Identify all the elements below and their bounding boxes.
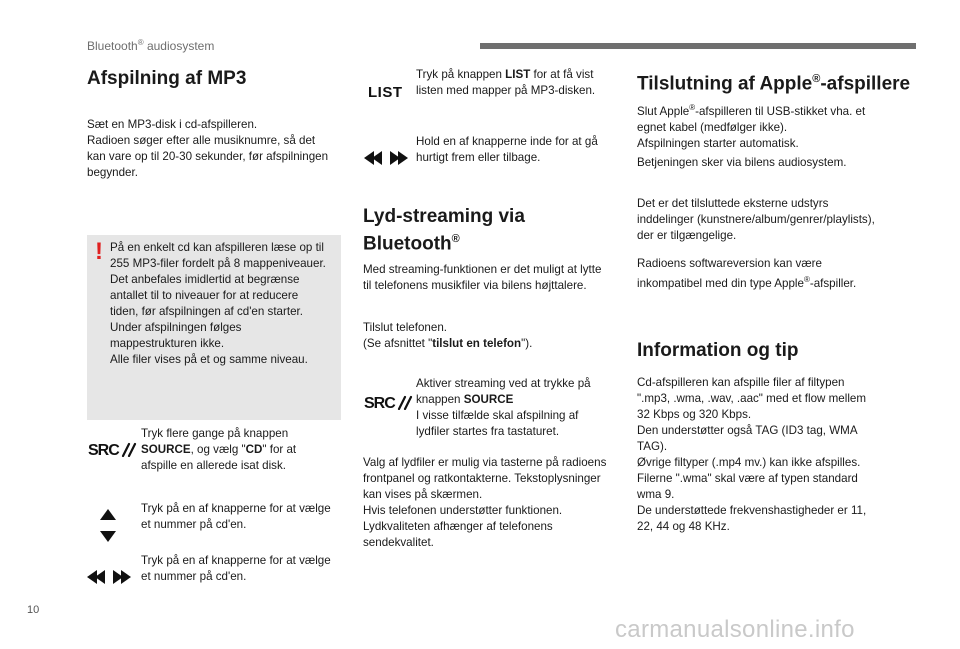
heading-apple: Tilslutning af Apple®-afspillere <box>637 73 911 95</box>
seek-buttons-icon <box>87 570 131 589</box>
heading-info: Information og tip <box>637 340 799 361</box>
apple-control: Betjeningen sker via bilens audiosystem. <box>637 156 847 169</box>
warning-text: På en enkelt cd kan afspilleren læse op til 255 MP3-filer fordelt på 8 mappeniveauer. Det anbefales imidlertid at begrænse antallet til to niveauer for at reducere tiden, før afspilningen af cd'en starter. Under afspilningen følges mappestrukturen ikke. Alle filer vises på et og samme niveau. <box>110 241 326 366</box>
heading-mp3: Afspilning af MP3 <box>87 68 247 89</box>
streaming-notes: Valg af lydfiler er mulig via tasterne på radioens frontpanel og ratkontakterne. Tekstoplysninger kan vises på skærmen. Hvis telefonen understøtter funktionen. Lydkvaliteten afhænger af telefonens sendekvalitet. <box>363 456 607 549</box>
steering-wheel-control-icon <box>397 394 413 410</box>
src-button-icon: SRC <box>88 441 137 460</box>
header-rule <box>480 43 916 49</box>
step-activate-streaming: Aktiver streaming ved at trykke på knappen SOURCE I visse tilfælde skal afspilning af lydfiler startes fra tastaturet. <box>416 377 591 438</box>
step-select-track-2: Tryk på en af knapperne for at vælge et nummer på cd'en. <box>141 554 331 583</box>
seek-buttons-icon-2 <box>364 151 408 170</box>
src-button-icon-2: SRC <box>364 394 413 413</box>
step-list: Tryk på knappen LIST for at få vist listen med mapper på MP3-disken. <box>416 68 596 97</box>
rewind-forward-icon <box>364 151 408 165</box>
step-hold: Hold en af knapperne inde for at gå hurtigt frem eller tilbage. <box>416 135 598 164</box>
info-text: Cd-afspilleren kan afspille filer af filtypen ".mp3, .wma, .wav, .aac" med et flow mellem 32 Kbps og 320 Kbps. Den understøtter også TAG (ID3 tag, WMA TAG). Øvrige filtyper (.mp4 mv.) kan ikke afspilles. Filerne ".wma" skal være af typen standard wma 9. De understøttede frekvenshastigheder er 11, 22, 44 og 48 KHz. <box>637 376 867 533</box>
streaming-intro: Med streaming-funktionen er det muligt at lytte til telefonens musikfiler via bilens højttalere. <box>363 263 602 292</box>
apple-connect: Slut Apple®-afspilleren til USB-stikket vha. et egnet kabel (medfølger ikke). Afspilningen starter automatisk. <box>637 103 866 150</box>
steering-wheel-control-icon <box>121 441 137 457</box>
list-button-icon: LIST <box>368 84 403 101</box>
watermark: carmanualsonline.info <box>615 616 855 643</box>
running-header: Bluetooth® audiosystem <box>87 38 215 53</box>
mp3-intro: Sæt en MP3-disk i cd-afspilleren. Radioen søger efter alle musiknumre, så det kan vare op til 20-30 sekunder, før afspilningen begynder. <box>87 118 329 179</box>
apple-categories: Det er det tilsluttede eksterne udstyrs inddelinger (kunstnere/album/genrer/playlists), der er tilgængelige. <box>637 197 875 242</box>
step-select-track: Tryk på en af knapperne for at vælge et nummer på cd'en. <box>141 502 331 531</box>
up-down-icon <box>100 509 116 543</box>
arrow-up-down-icon <box>100 509 116 548</box>
warning-icon: ! <box>95 238 103 265</box>
connect-phone: Tilslut telefonen. (Se afsnittet "tilslut en telefon"). <box>363 321 533 350</box>
apple-compat: Radioens softwareversion kan være inkompatibel med din type Apple®-afspiller. <box>637 257 857 290</box>
rewind-forward-icon <box>87 570 131 584</box>
page-number: 10 <box>27 604 40 616</box>
step-source-cd: Tryk flere gange på knappen SOURCE, og vælg "CD" for at afspille en allerede isat disk. <box>141 427 297 472</box>
heading-streaming: Lyd-streaming via Bluetooth® <box>363 206 525 255</box>
